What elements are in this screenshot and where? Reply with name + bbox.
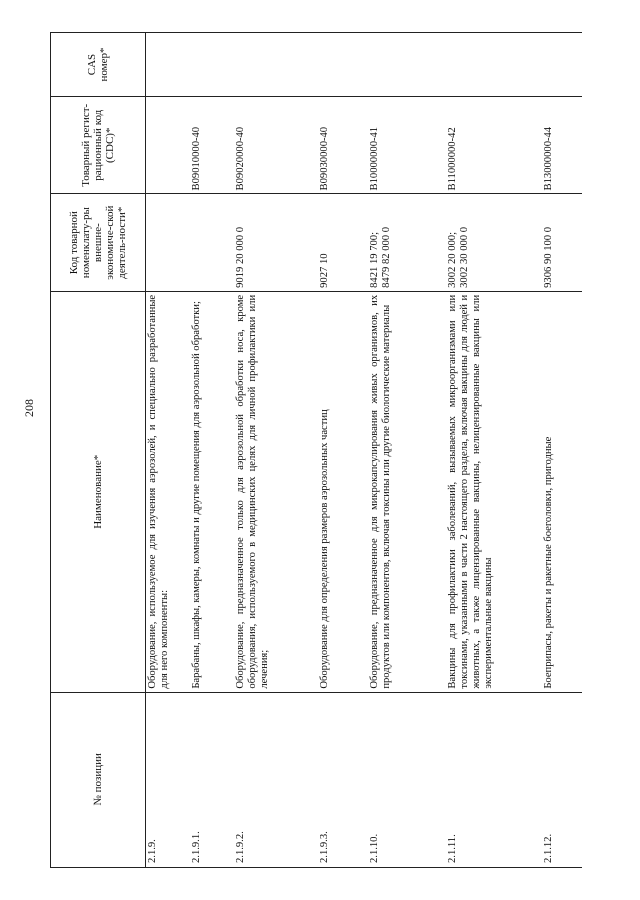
- row-cas-number: [190, 33, 234, 97]
- row-position-number: 2.1.9.3.: [318, 692, 368, 867]
- header-position-number: № позиции: [51, 692, 146, 867]
- header-cas-number: CAS номер*: [51, 33, 146, 97]
- row-cdc-code: B13000000-44: [542, 97, 582, 194]
- rotated-table-container: [50, 32, 630, 868]
- row-name: Оборудование для определения размеров аэрозольных частиц: [318, 291, 368, 692]
- table-row: [190, 33, 234, 868]
- row-cas-number: [234, 33, 318, 97]
- table-row: [318, 33, 368, 868]
- row-name: Оборудование, предназначенное для микрокапсулирования живых организмов, их продуктов или компонентов, включая токсины или другие биологические материалы: [368, 291, 446, 692]
- row-cdc-code: B09030000-40: [318, 97, 368, 194]
- row-name: Оборудование, используемое для изучения аэрозолей, и специально разработанные для него компоненты:: [146, 291, 190, 692]
- table-row: [446, 33, 542, 868]
- table-row: [368, 33, 446, 868]
- row-position-number: 2.1.11.: [446, 692, 542, 867]
- table-row: [542, 33, 582, 868]
- header-cdc-code: Товарный регист-рационный код (CDC)*: [51, 97, 146, 194]
- row-cas-number: [146, 33, 190, 97]
- row-name: Боеприпасы, ракеты и ракетные боеголовки, пригодные: [542, 291, 582, 692]
- row-position-number: 2.1.9.1.: [190, 692, 234, 867]
- row-trade-code: 9306 90 100 0: [542, 194, 582, 291]
- row-trade-code: 3002 20 000; 3002 30 000 0: [446, 194, 542, 291]
- row-position-number: 2.1.9.2.: [234, 692, 318, 867]
- row-trade-code: [190, 194, 234, 291]
- row-position-number: 2.1.9.: [146, 692, 190, 867]
- row-cdc-code: B11000000-42: [446, 97, 542, 194]
- row-cdc-code: [146, 97, 190, 194]
- row-cas-number: [542, 33, 582, 97]
- header-name: Наименование*: [51, 291, 146, 692]
- row-cas-number: [446, 33, 542, 97]
- goods-list-table: [50, 32, 582, 868]
- row-trade-code: [146, 194, 190, 291]
- row-cas-number: [368, 33, 446, 97]
- page-number: 208: [22, 399, 36, 417]
- row-name: Вакцины для профилактики заболеваний, вызываемых микроорганизмами или токсинами, указанными в части 2 настоящего раздела, включая вакцины для людей и животных, а также лицензированные вакцины, нелицензированные вакцины или экспериментальные вакцины: [446, 291, 542, 692]
- row-trade-code: 8421 19 700; 8479 82 000 0: [368, 194, 446, 291]
- row-cdc-code: B09010000-40: [190, 97, 234, 194]
- row-position-number: 2.1.12.: [542, 692, 582, 867]
- row-position-number: 2.1.10.: [368, 692, 446, 867]
- row-trade-code: 9027 10: [318, 194, 368, 291]
- row-name: Барабаны, шкафы, камеры, комнаты и другие помещения для аэрозольной обработки;: [190, 291, 234, 692]
- table-row: [234, 33, 318, 868]
- row-cdc-code: B10000000-41: [368, 97, 446, 194]
- header-foreign-trade-code: Код товарной номенклату-ры внешне-экономиче-ской деятель-ности*: [51, 194, 146, 291]
- table-header-row: [51, 33, 146, 868]
- table-row: [146, 33, 190, 868]
- row-cdc-code: B09020000-40: [234, 97, 318, 194]
- row-cas-number: [318, 33, 368, 97]
- row-name: Оборудование, предназначенное только для аэрозольной обработки носа, кроме оборудования, используемого в медицинских целях для личной профилактики или лечения;: [234, 291, 318, 692]
- row-trade-code: 9019 20 000 0: [234, 194, 318, 291]
